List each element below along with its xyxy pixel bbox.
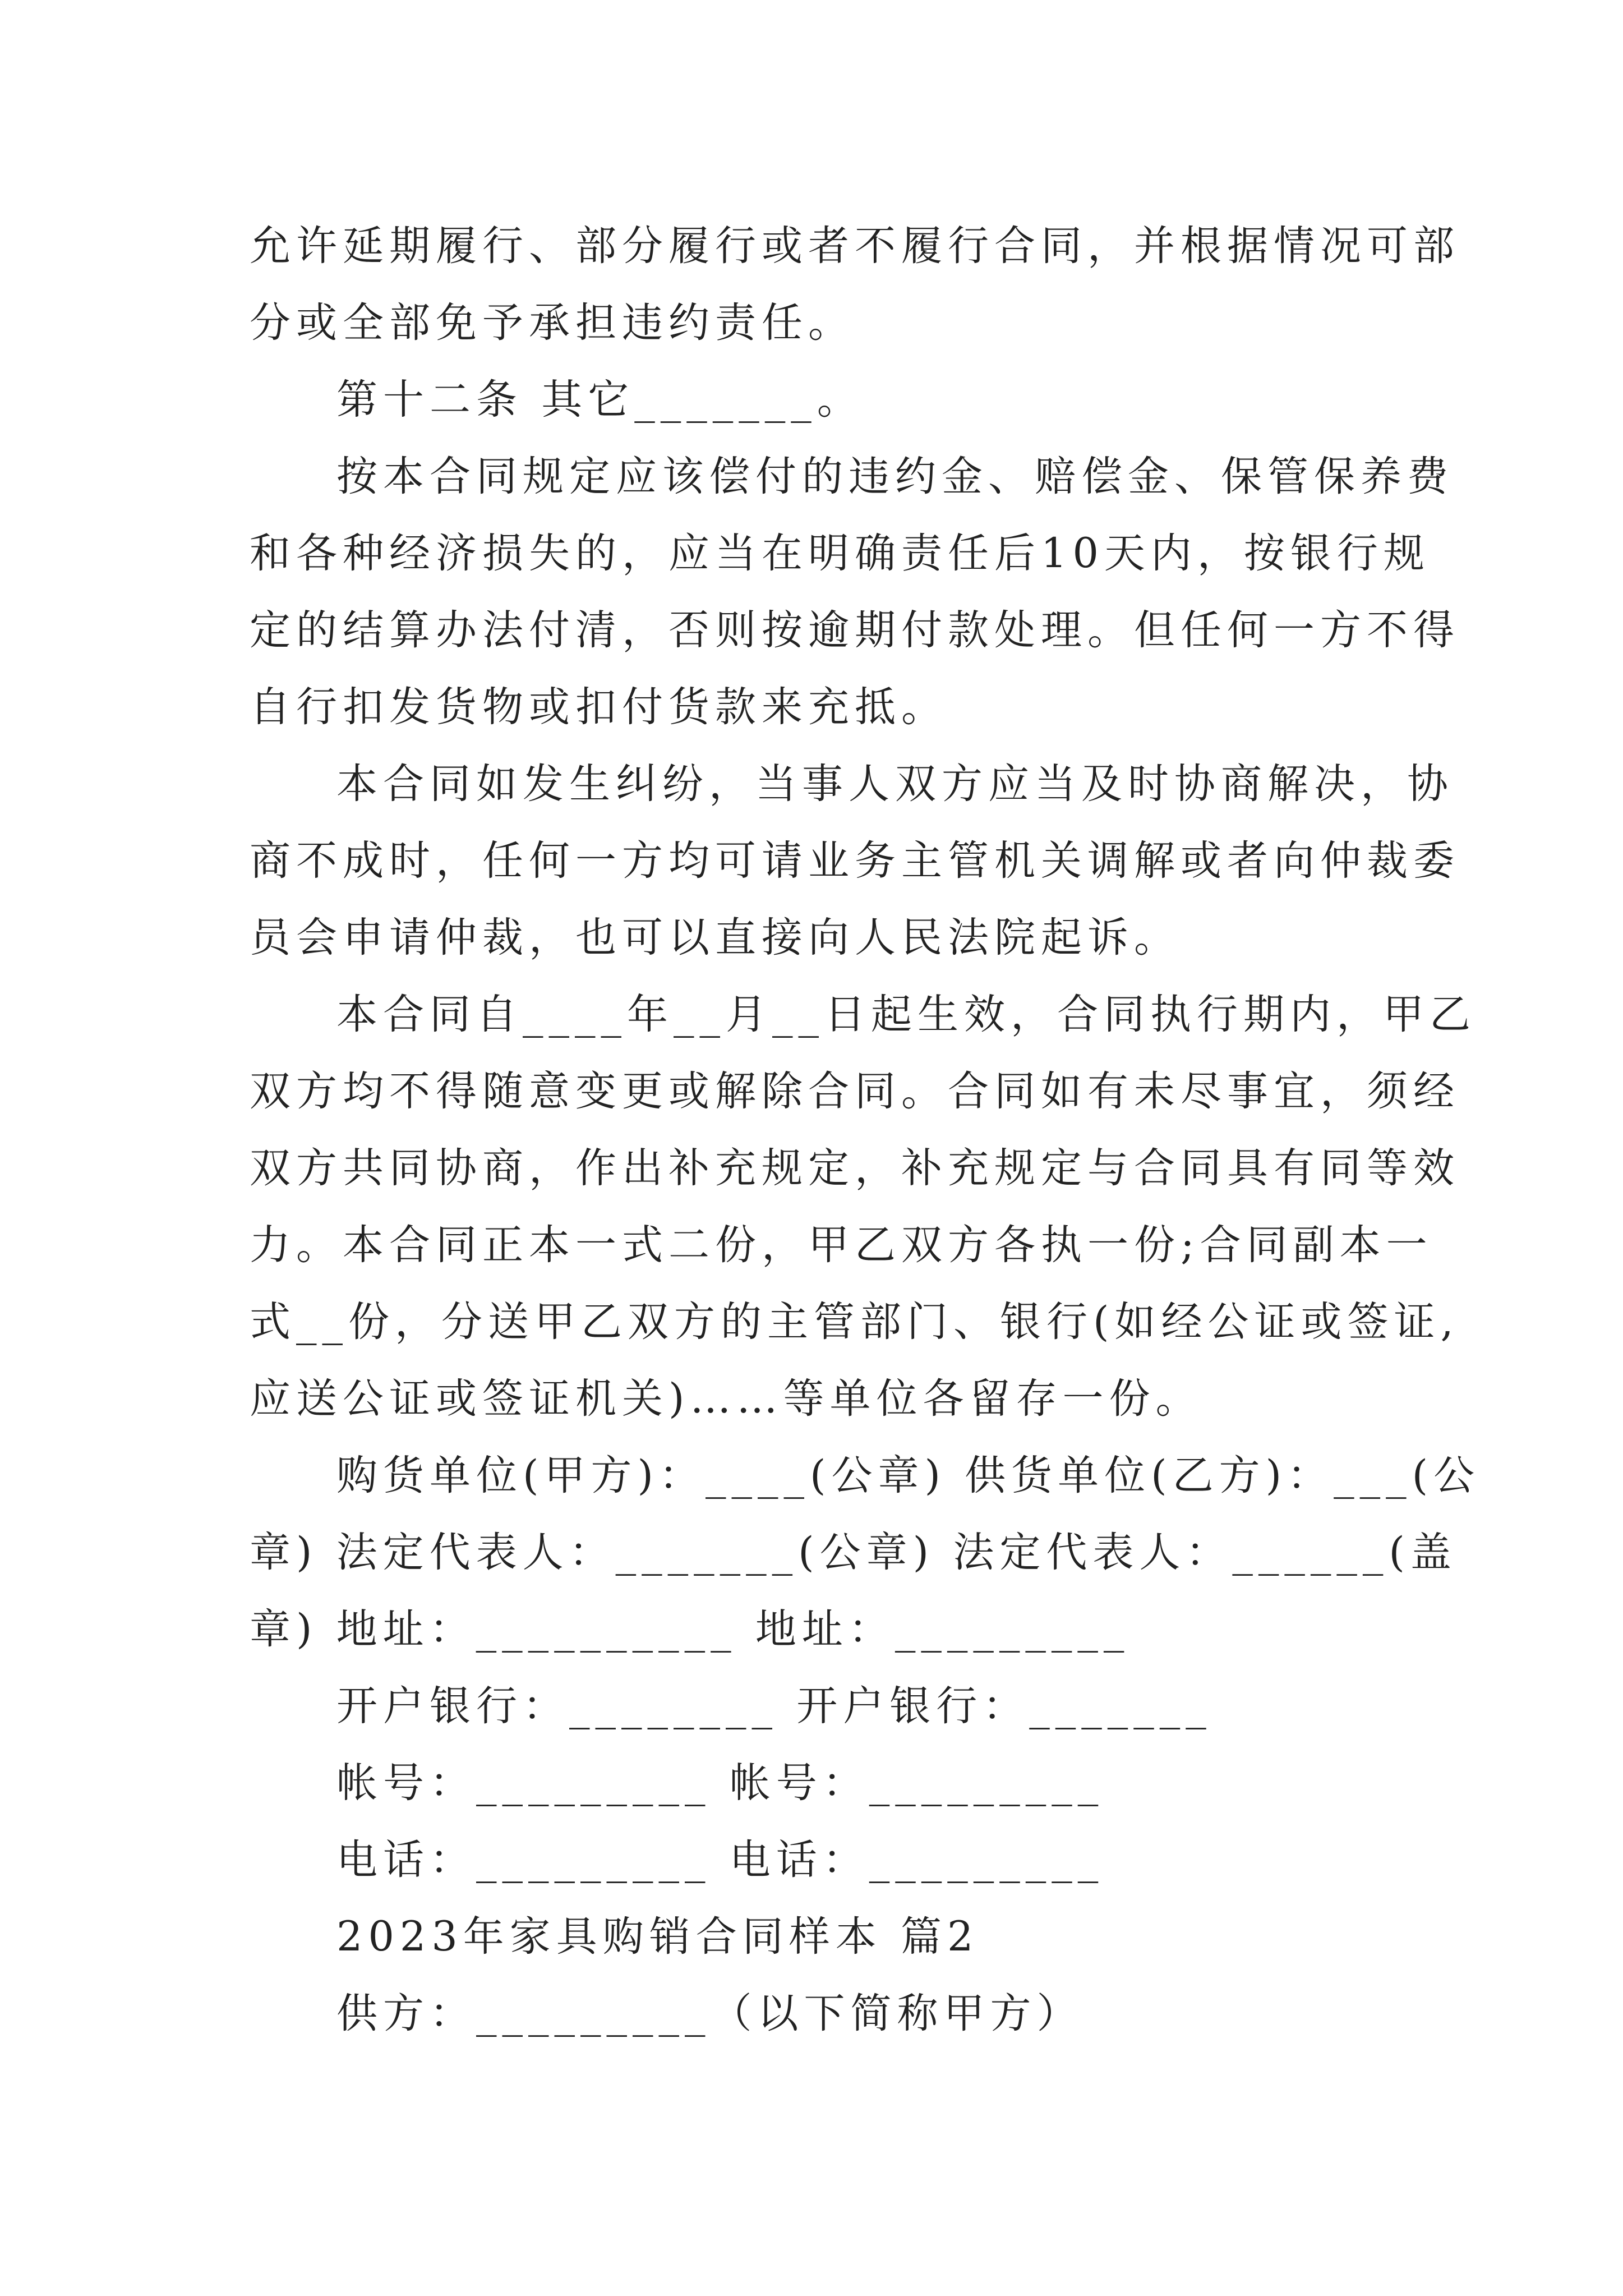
text-line: 和各种经济损失的，应当在明确责任后10天内，按银行规 [250, 530, 1430, 577]
text-line: 本合同如发生纠纷，当事人双方应当及时协商解决，协 [336, 760, 1454, 808]
text-line: 帐号：_________ 帐号：_________ [336, 1759, 1104, 1807]
text-line: 商不成时，任何一方均可请业务主管机关调解或者向仲裁委 [250, 837, 1460, 885]
text-line: 定的结算办法付清，否则按逾期付款处理。但任何一方不得 [250, 606, 1460, 654]
text-line: 本合同自____年__月__日起生效，合同执行期内，甲乙 [336, 991, 1476, 1038]
text-line: 章) 法定代表人：_______(公章) 法定代表人：______(盖 [250, 1529, 1457, 1576]
text-line: 力。本合同正本一式二份，甲乙双方各执一份;合同副本一 [250, 1221, 1433, 1269]
text-line: 电话：_________ 电话：_________ [336, 1836, 1104, 1884]
text-line: 分或全部免予承担违约责任。 [250, 299, 855, 347]
text-line: 购货单位(甲方)：____(公章) 供货单位(乙方)：___(公 [336, 1452, 1481, 1499]
text-line: 双方均不得随意变更或解除合同。合同如有未尽事宜，须经 [250, 1068, 1460, 1115]
text-line: 允许延期履行、部分履行或者不履行合同，并根据情况可部 [250, 222, 1460, 270]
document-body [250, 208, 1481, 2052]
text-line: 自行扣发货物或扣付货款来充抵。 [250, 683, 948, 731]
text-line: 供方：_________（以下简称甲方） [336, 1990, 1083, 2037]
text-line: 按本合同规定应该偿付的违约金、赔偿金、保管保养费 [336, 453, 1454, 500]
text-line: 应送公证或签证机关)……等单位各留存一份。 [250, 1375, 1202, 1423]
text-line: 式__份，分送甲乙双方的主管部门、银行(如经公证或签证, [250, 1298, 1459, 1346]
text-line: 开户银行：________ 开户银行：_______ [336, 1682, 1212, 1730]
text-line: 2023年家具购销合同样本 篇2 [336, 1913, 979, 1961]
text-line: 章) 地址：__________ 地址：_________ [250, 1605, 1130, 1653]
text-line: 员会申请仲裁，也可以直接向人民法院起诉。 [250, 914, 1181, 961]
text-line: 第十二条 其它_______。 [336, 376, 864, 424]
text-line: 双方共同协商，作出补充规定，补充规定与合同具有同等效 [250, 1144, 1460, 1192]
